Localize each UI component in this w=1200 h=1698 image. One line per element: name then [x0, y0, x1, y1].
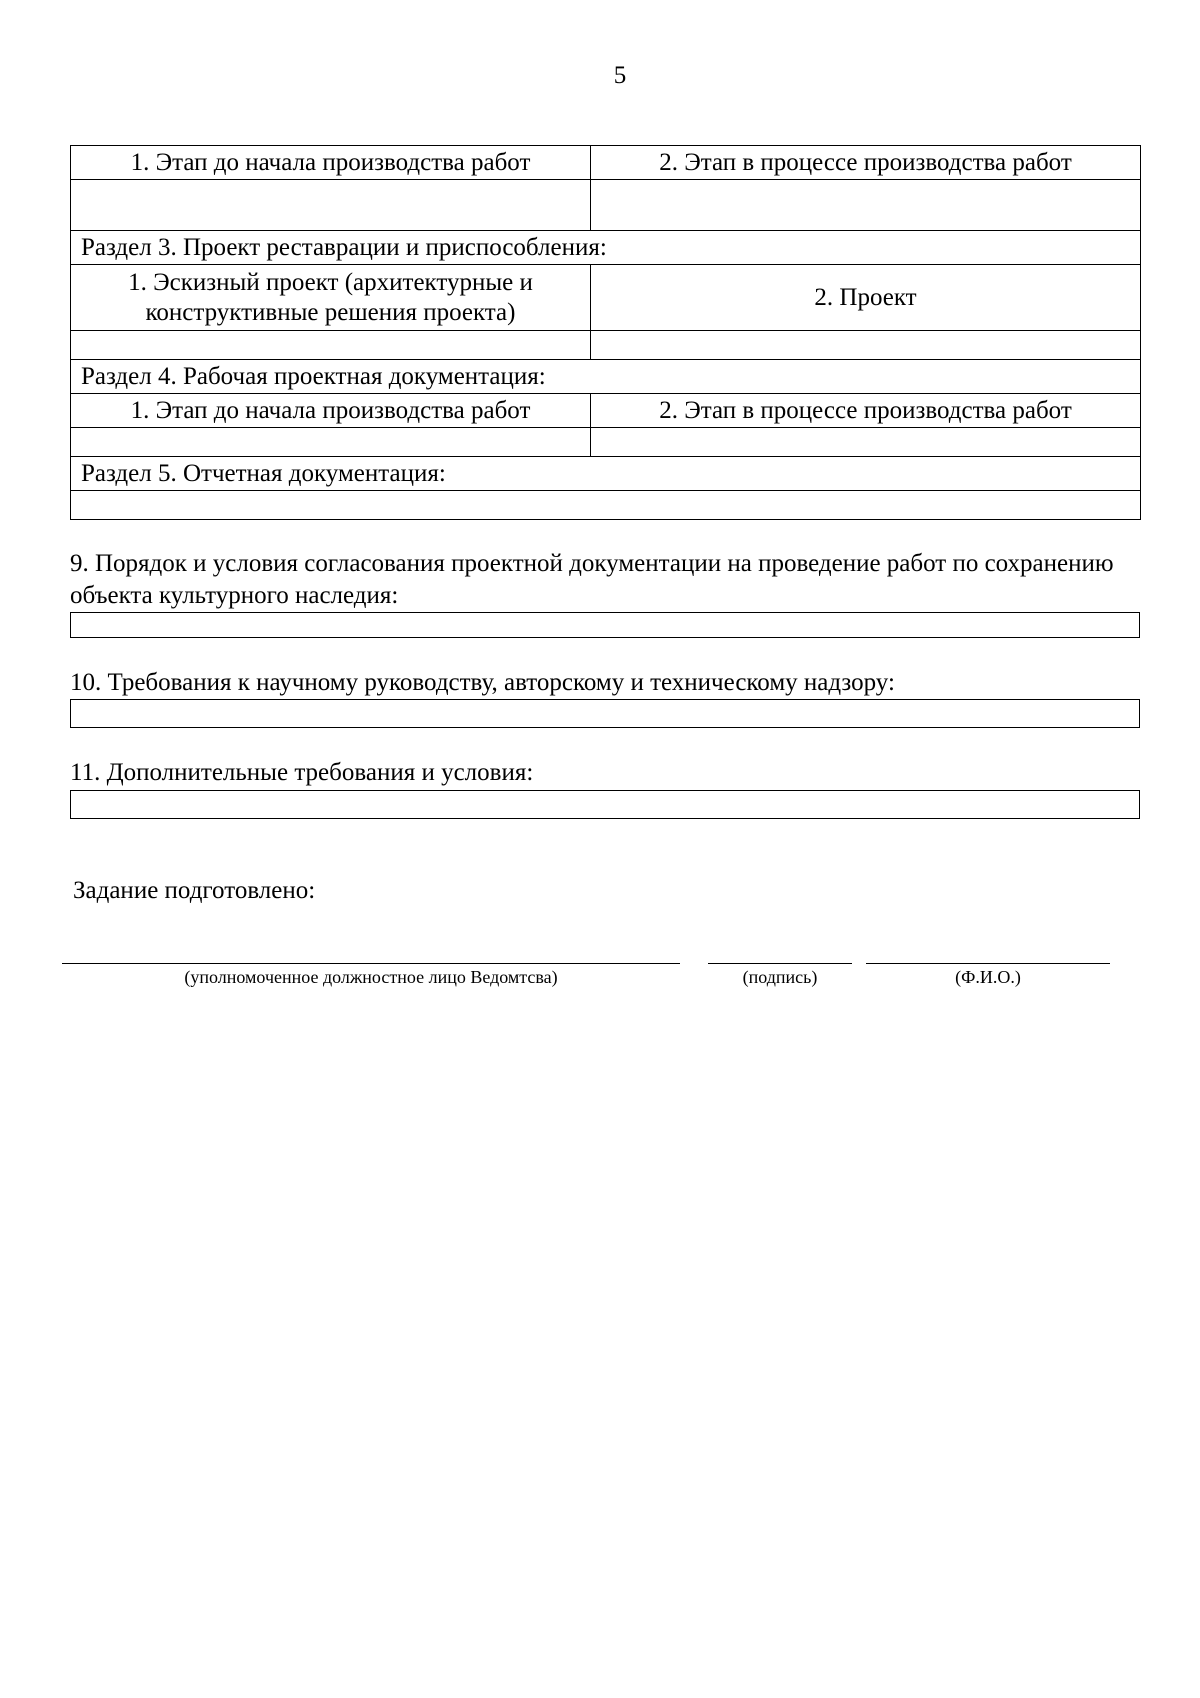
- stage-before-work-header: 1. Этап до начала производства работ: [71, 394, 591, 428]
- signature-caption: (подпись): [742, 967, 818, 987]
- requirements-table: [70, 145, 1141, 520]
- stage-during-work-cell[interactable]: [591, 428, 1141, 457]
- project-cell[interactable]: [591, 331, 1141, 360]
- project-header: 2. Проект: [591, 265, 1141, 331]
- table-row: [71, 331, 1141, 360]
- table-row: [71, 265, 1141, 331]
- table-row: [71, 360, 1141, 394]
- sketch-project-cell[interactable]: [71, 331, 591, 360]
- table-row: [71, 457, 1141, 491]
- stage-during-work-cell[interactable]: [591, 180, 1141, 231]
- official-caption: (уполномоченное должностное лицо Ведомтсва): [184, 967, 558, 987]
- stage-during-work-header: 2. Этап в процессе производства работ: [591, 146, 1141, 180]
- table-row: [71, 231, 1141, 265]
- table-row: [71, 491, 1141, 520]
- full-name-line[interactable]: [866, 963, 1110, 964]
- table-row: [71, 146, 1141, 180]
- stage-before-work-cell[interactable]: [71, 180, 591, 231]
- prepared-by-label: Задание подготовлено:: [73, 877, 316, 904]
- item-9-answer-box[interactable]: [70, 612, 1140, 638]
- official-signature-line[interactable]: [62, 963, 680, 964]
- item-9-text: 9. Порядок и условия согласования проектной документации на проведение работ по сохранению объекта культурного наследия:: [70, 550, 1114, 609]
- signature-line[interactable]: [708, 963, 852, 964]
- item-10-text: 10. Требования к научному руководству, авторскому и техническому надзору:: [70, 669, 895, 696]
- table-row: [71, 428, 1141, 457]
- section-5-heading: Раздел 5. Отчетная документация:: [71, 457, 1141, 491]
- item-10-answer-box[interactable]: [70, 699, 1140, 728]
- item-11-answer-box[interactable]: [70, 790, 1140, 819]
- item-11-text: 11. Дополнительные требования и условия:: [70, 759, 534, 786]
- full-name-caption: (Ф.И.О.): [955, 967, 1021, 987]
- section-4-heading: Раздел 4. Рабочая проектная документация:: [71, 360, 1141, 394]
- stage-before-work-header: 1. Этап до начала производства работ: [71, 146, 591, 180]
- stage-during-work-header: 2. Этап в процессе производства работ: [591, 394, 1141, 428]
- reporting-docs-cell[interactable]: [71, 491, 1141, 520]
- sketch-project-header: 1. Эскизный проект (архитектурные и конструктивные решения проекта): [71, 265, 591, 331]
- table-row: [71, 394, 1141, 428]
- section-3-heading: Раздел 3. Проект реставрации и приспособления:: [71, 231, 1141, 265]
- page-number: 5: [613, 62, 627, 89]
- stage-before-work-cell[interactable]: [71, 428, 591, 457]
- table-row: [71, 180, 1141, 231]
